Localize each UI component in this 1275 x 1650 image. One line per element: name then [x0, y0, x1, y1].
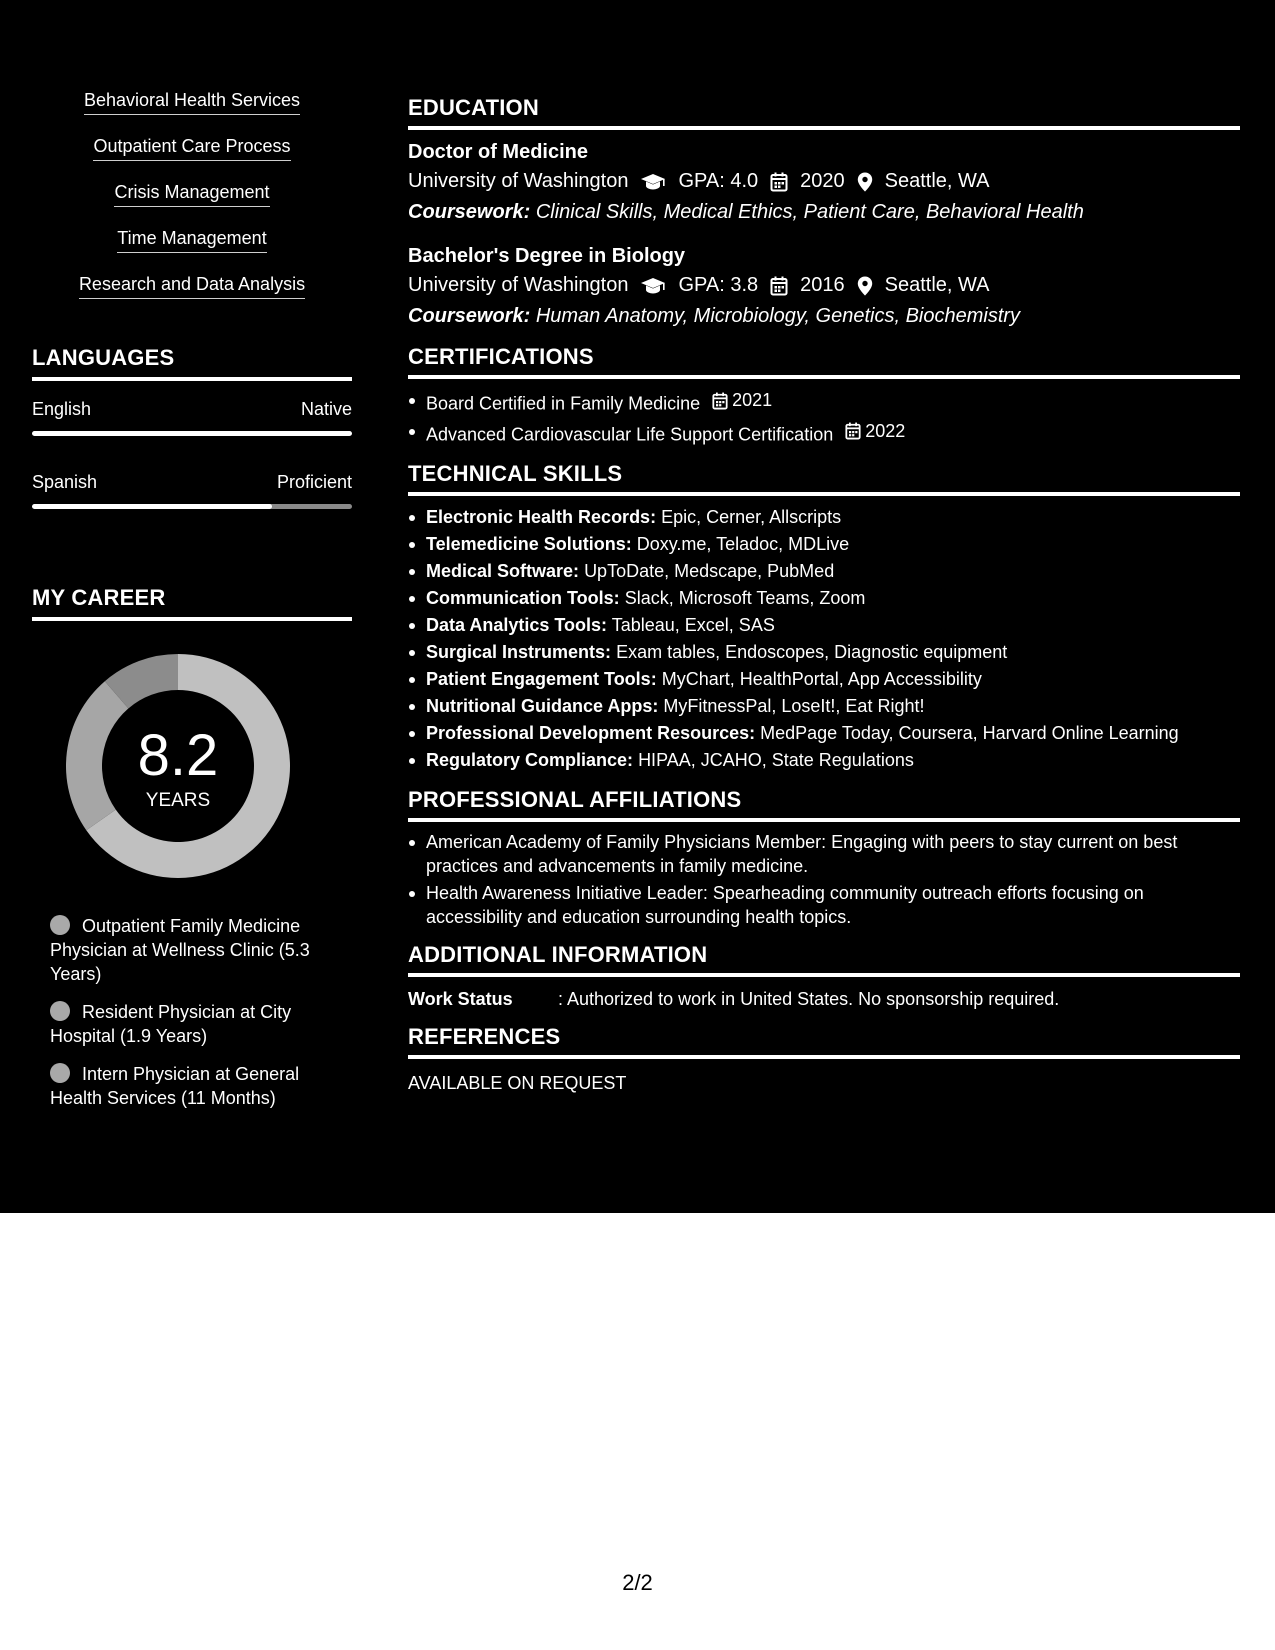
skill-tag: Time Management — [117, 226, 266, 253]
education-heading: EDUCATION — [408, 94, 1240, 130]
calendar-icon — [770, 172, 788, 192]
education-section — [408, 94, 1240, 331]
affiliations-heading: PROFESSIONAL AFFILIATIONS — [408, 786, 1240, 822]
affiliations-list — [408, 830, 1240, 929]
education-entry — [408, 243, 1240, 331]
languages-section — [32, 344, 352, 509]
skills-list — [32, 88, 352, 318]
graduation-cap-icon — [640, 173, 666, 191]
languages-heading: LANGUAGES — [32, 344, 352, 381]
work-status-value: : Authorized to work in United States. No sponsorship required. — [558, 989, 1060, 1009]
list-item: American Academy of Family Physicians Member: Engaging with peers to stay current on best practices and advancements in family medicine. — [408, 830, 1240, 878]
technical-skills-list — [408, 504, 1240, 774]
work-status-label: Work Status — [408, 989, 513, 1009]
career-dot-icon — [50, 915, 70, 935]
career-dot-icon — [50, 1063, 70, 1083]
certifications-section — [408, 343, 1240, 448]
map-pin-icon — [857, 172, 873, 192]
skill-tag: Behavioral Health Services — [84, 88, 300, 115]
references-text: AVAILABLE ON REQUEST — [408, 1073, 627, 1093]
coursework: Coursework: Clinical Skills, Medical Ethics, Patient Care, Behavioral Health — [408, 201, 1084, 223]
list-item: Electronic Health Records: Epic, Cerner, Allscripts — [408, 504, 1240, 531]
language-name: English — [32, 399, 92, 419]
language-name: Spanish — [32, 472, 98, 492]
career-item: Outpatient Family Medicine Physician at Wellness Clinic (5.3 Years) — [50, 916, 310, 984]
calendar-icon — [770, 276, 788, 296]
references-heading: REFERENCES — [408, 1023, 1240, 1059]
list-item: Board Certified in Family Medicine 2021 — [408, 387, 1240, 418]
graduation-year: 2020 — [800, 170, 845, 192]
skill-tag: Outpatient Care Process — [93, 134, 290, 161]
skill-tag: Crisis Management — [114, 180, 269, 207]
additional-info-section — [408, 941, 1240, 1011]
list-item: Surgical Instruments: Exam tables, Endoscopes, Diagnostic equipment — [408, 639, 1240, 666]
gpa: GPA: 3.8 — [678, 274, 759, 296]
additional-info-heading: ADDITIONAL INFORMATION — [408, 941, 1240, 977]
career-dot-icon — [50, 1001, 70, 1021]
language-row — [32, 470, 352, 509]
language-bar-fill — [32, 431, 352, 436]
career-total-unit: YEARS — [145, 790, 211, 811]
list-item: Professional Development Resources: MedPage Today, Coursera, Harvard Online Learning — [408, 720, 1240, 747]
language-level: Proficient — [276, 472, 352, 492]
graduation-cap-icon — [640, 277, 666, 295]
location: Seattle, WA — [884, 274, 990, 296]
certifications-heading: CERTIFICATIONS — [408, 343, 1240, 379]
language-bar-fill — [32, 504, 272, 509]
list-item: Advanced Cardiovascular Life Support Certification 2022 — [408, 418, 1240, 449]
list-item: Data Analytics Tools: Tableau, Excel, SAS — [408, 612, 1240, 639]
degree-title: Doctor of Medicine — [408, 141, 589, 163]
calendar-icon — [845, 422, 861, 440]
language-bar — [32, 504, 352, 509]
career-total-value: 8.2 — [137, 723, 219, 788]
list-item: Medical Software: UpToDate, Medscape, PubMed — [408, 558, 1240, 585]
language-row — [32, 397, 352, 436]
technical-skills-section — [408, 460, 1240, 774]
language-bar — [32, 431, 352, 436]
graduation-year: 2016 — [800, 274, 845, 296]
certifications-list — [408, 387, 1240, 448]
career-section — [32, 584, 352, 1108]
calendar-icon — [712, 392, 728, 410]
career-item: Intern Physician at General Health Services (11 Months) — [50, 1064, 300, 1108]
career-item: Resident Physician at City Hospital (1.9 Years) — [50, 1002, 292, 1046]
school-name: University of Washington — [408, 274, 629, 296]
location: Seattle, WA — [884, 170, 990, 192]
career-donut-chart — [66, 654, 290, 878]
list-item: Telemedicine Solutions: Doxy.me, Teladoc, MDLive — [408, 531, 1240, 558]
career-list — [50, 914, 340, 1124]
right-column — [408, 94, 1240, 1107]
affiliations-section — [408, 786, 1240, 929]
references-section — [408, 1023, 1240, 1095]
list-item: Health Awareness Initiative Leader: Spearheading community outreach efforts focusing on accessibility and education surrounding health topics. — [408, 881, 1240, 929]
education-entry — [408, 139, 1240, 227]
career-heading: MY CAREER — [32, 584, 352, 621]
page-number: 2/2 — [622, 1570, 653, 1595]
skill-tag: Research and Data Analysis — [79, 272, 305, 299]
list-item: Nutritional Guidance Apps: MyFitnessPal, LoseIt!, Eat Right! — [408, 693, 1240, 720]
language-level: Native — [300, 399, 352, 419]
list-item: Regulatory Compliance: HIPAA, JCAHO, State Regulations — [408, 747, 1240, 774]
technical-skills-heading: TECHNICAL SKILLS — [408, 460, 1240, 496]
coursework: Coursework: Human Anatomy, Microbiology, Genetics, Biochemistry — [408, 305, 1021, 327]
left-column — [32, 88, 352, 1108]
degree-title: Bachelor's Degree in Biology — [408, 245, 686, 267]
school-name: University of Washington — [408, 170, 629, 192]
gpa: GPA: 4.0 — [678, 170, 759, 192]
list-item: Communication Tools: Slack, Microsoft Teams, Zoom — [408, 585, 1240, 612]
list-item: Patient Engagement Tools: MyChart, HealthPortal, App Accessibility — [408, 666, 1240, 693]
map-pin-icon — [857, 276, 873, 296]
